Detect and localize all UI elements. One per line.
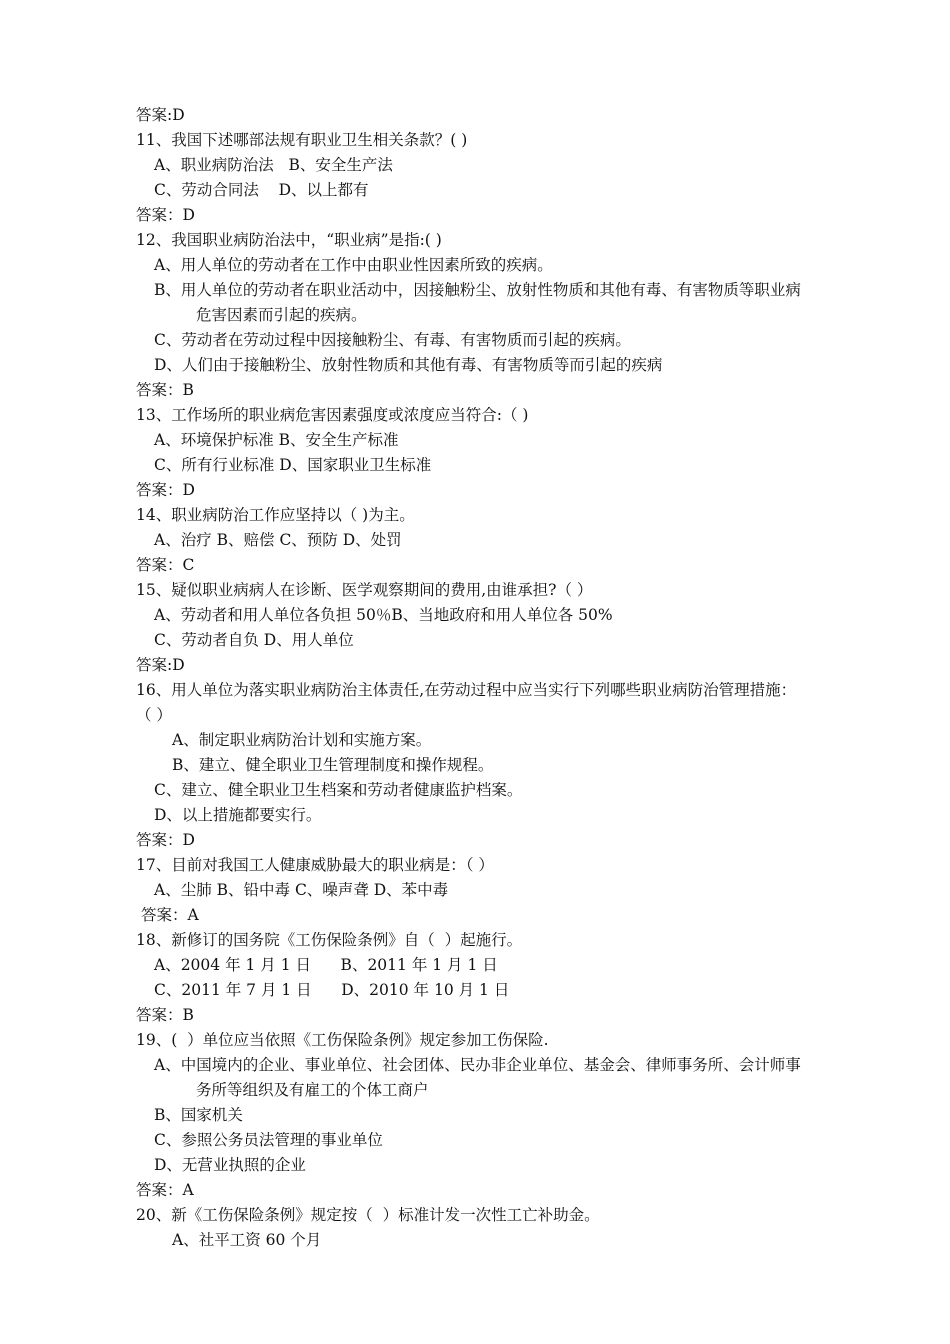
option-line: A、制定职业病防治计划和实施方案。	[172, 731, 432, 749]
option-line: C、所有行业标准 D、国家职业卫生标准	[154, 456, 432, 474]
answer-line: 答案：B	[136, 381, 194, 399]
question-line: 17、目前对我国工人健康威胁最大的职业病是：（ ）	[136, 856, 494, 874]
option-line: A、环境保护标准 B、安全生产标准	[154, 431, 399, 449]
answer-line: 答案：A	[141, 906, 199, 924]
answer-line: 答案：D	[136, 831, 195, 849]
question-line: 12、我国职业病防治法中，“职业病”是指:( )	[136, 231, 442, 249]
question-line: 18、新修订的国务院《工伤保险条例》自（ ）起施行。	[136, 931, 523, 949]
answer-line: 答案:D	[136, 106, 185, 124]
option-line: C、劳动者在劳动过程中因接触粉尘、有毒、有害物质而引起的疾病。	[154, 331, 631, 349]
option-line: A、2004 年 1 月 1 日 B、2011 年 1 月 1 日	[154, 956, 498, 974]
option-line: D、以上措施都要实行。	[154, 806, 322, 824]
option-line: A、中国境内的企业、事业单位、社会团体、民办非企业单位、基金会、律师事务所、会计师事	[154, 1056, 801, 1074]
question-line: 19、( ）单位应当依照《工伤保险条例》规定参加工伤保险.	[136, 1031, 549, 1049]
question-continuation: （ ）	[136, 706, 172, 724]
option-line: C、劳动者自负 D、用人单位	[154, 631, 354, 649]
option-line: C、建立、健全职业卫生档案和劳动者健康监护档案。	[154, 781, 523, 799]
option-line: A、治疗 B、赔偿 C、预防 D、处罚	[154, 531, 402, 549]
option-line: C、2011 年 7 月 1 日 D、2010 年 10 月 1 日	[154, 981, 510, 999]
answer-line: 答案:D	[136, 656, 185, 674]
question-line: 14、职业病防治工作应坚持以（ )为主。	[136, 506, 415, 524]
option-line: C、劳动合同法 D、以上都有	[154, 181, 369, 199]
option-line: A、尘肺 B、铅中毒 C、噪声聋 D、苯中毒	[154, 881, 449, 899]
question-list	[0, 103, 950, 1253]
option-continuation: 务所等组织及有雇工的个体工商户	[196, 1081, 429, 1099]
option-line: A、劳动者和用人单位各负担 50％B、当地政府和用人单位各 50%	[154, 606, 613, 624]
answer-line: 答案：D	[136, 481, 195, 499]
option-line: D、人们由于接触粉尘、放射性物质和其他有毒、有害物质等而引起的疾病	[154, 356, 663, 374]
option-line: B、国家机关	[154, 1106, 243, 1124]
option-line: B、用人单位的劳动者在职业活动中，因接触粉尘、放射性物质和其他有毒、有害物质等职业病	[154, 281, 801, 299]
question-line: 15、疑似职业病病人在诊断、医学观察期间的费用,由谁承担?（ ）	[136, 581, 593, 599]
answer-line: 答案：C	[136, 556, 195, 574]
option-line: A、职业病防治法 B、安全生产法	[154, 156, 393, 174]
question-line: 13、工作场所的职业病危害因素强度或浓度应当符合:（ )	[136, 406, 529, 424]
question-line: 20、新《工伤保险条例》规定按（ ）标准计发一次性工亡补助金。	[136, 1206, 600, 1224]
option-line: B、建立、健全职业卫生管理制度和操作规程。	[172, 756, 494, 774]
answer-line: 答案：A	[136, 1181, 194, 1199]
option-line: A、用人单位的劳动者在工作中由职业性因素所致的疾病。	[154, 256, 553, 274]
option-line: A、社平工资 60 个月	[172, 1231, 322, 1249]
answer-line: 答案：B	[136, 1006, 194, 1024]
answer-line: 答案：D	[136, 206, 195, 224]
option-continuation: 危害因素而引起的疾病。	[196, 306, 367, 324]
question-line: 16、用人单位为落实职业病防治主体责任,在劳动过程中应当实行下列哪些职业病防治管理措施：	[136, 681, 797, 699]
question-line: 11、我国下述哪部法规有职业卫生相关条款？( )	[136, 131, 468, 149]
option-line: C、参照公务员法管理的事业单位	[154, 1131, 383, 1149]
option-line: D、无营业执照的企业	[154, 1156, 306, 1174]
